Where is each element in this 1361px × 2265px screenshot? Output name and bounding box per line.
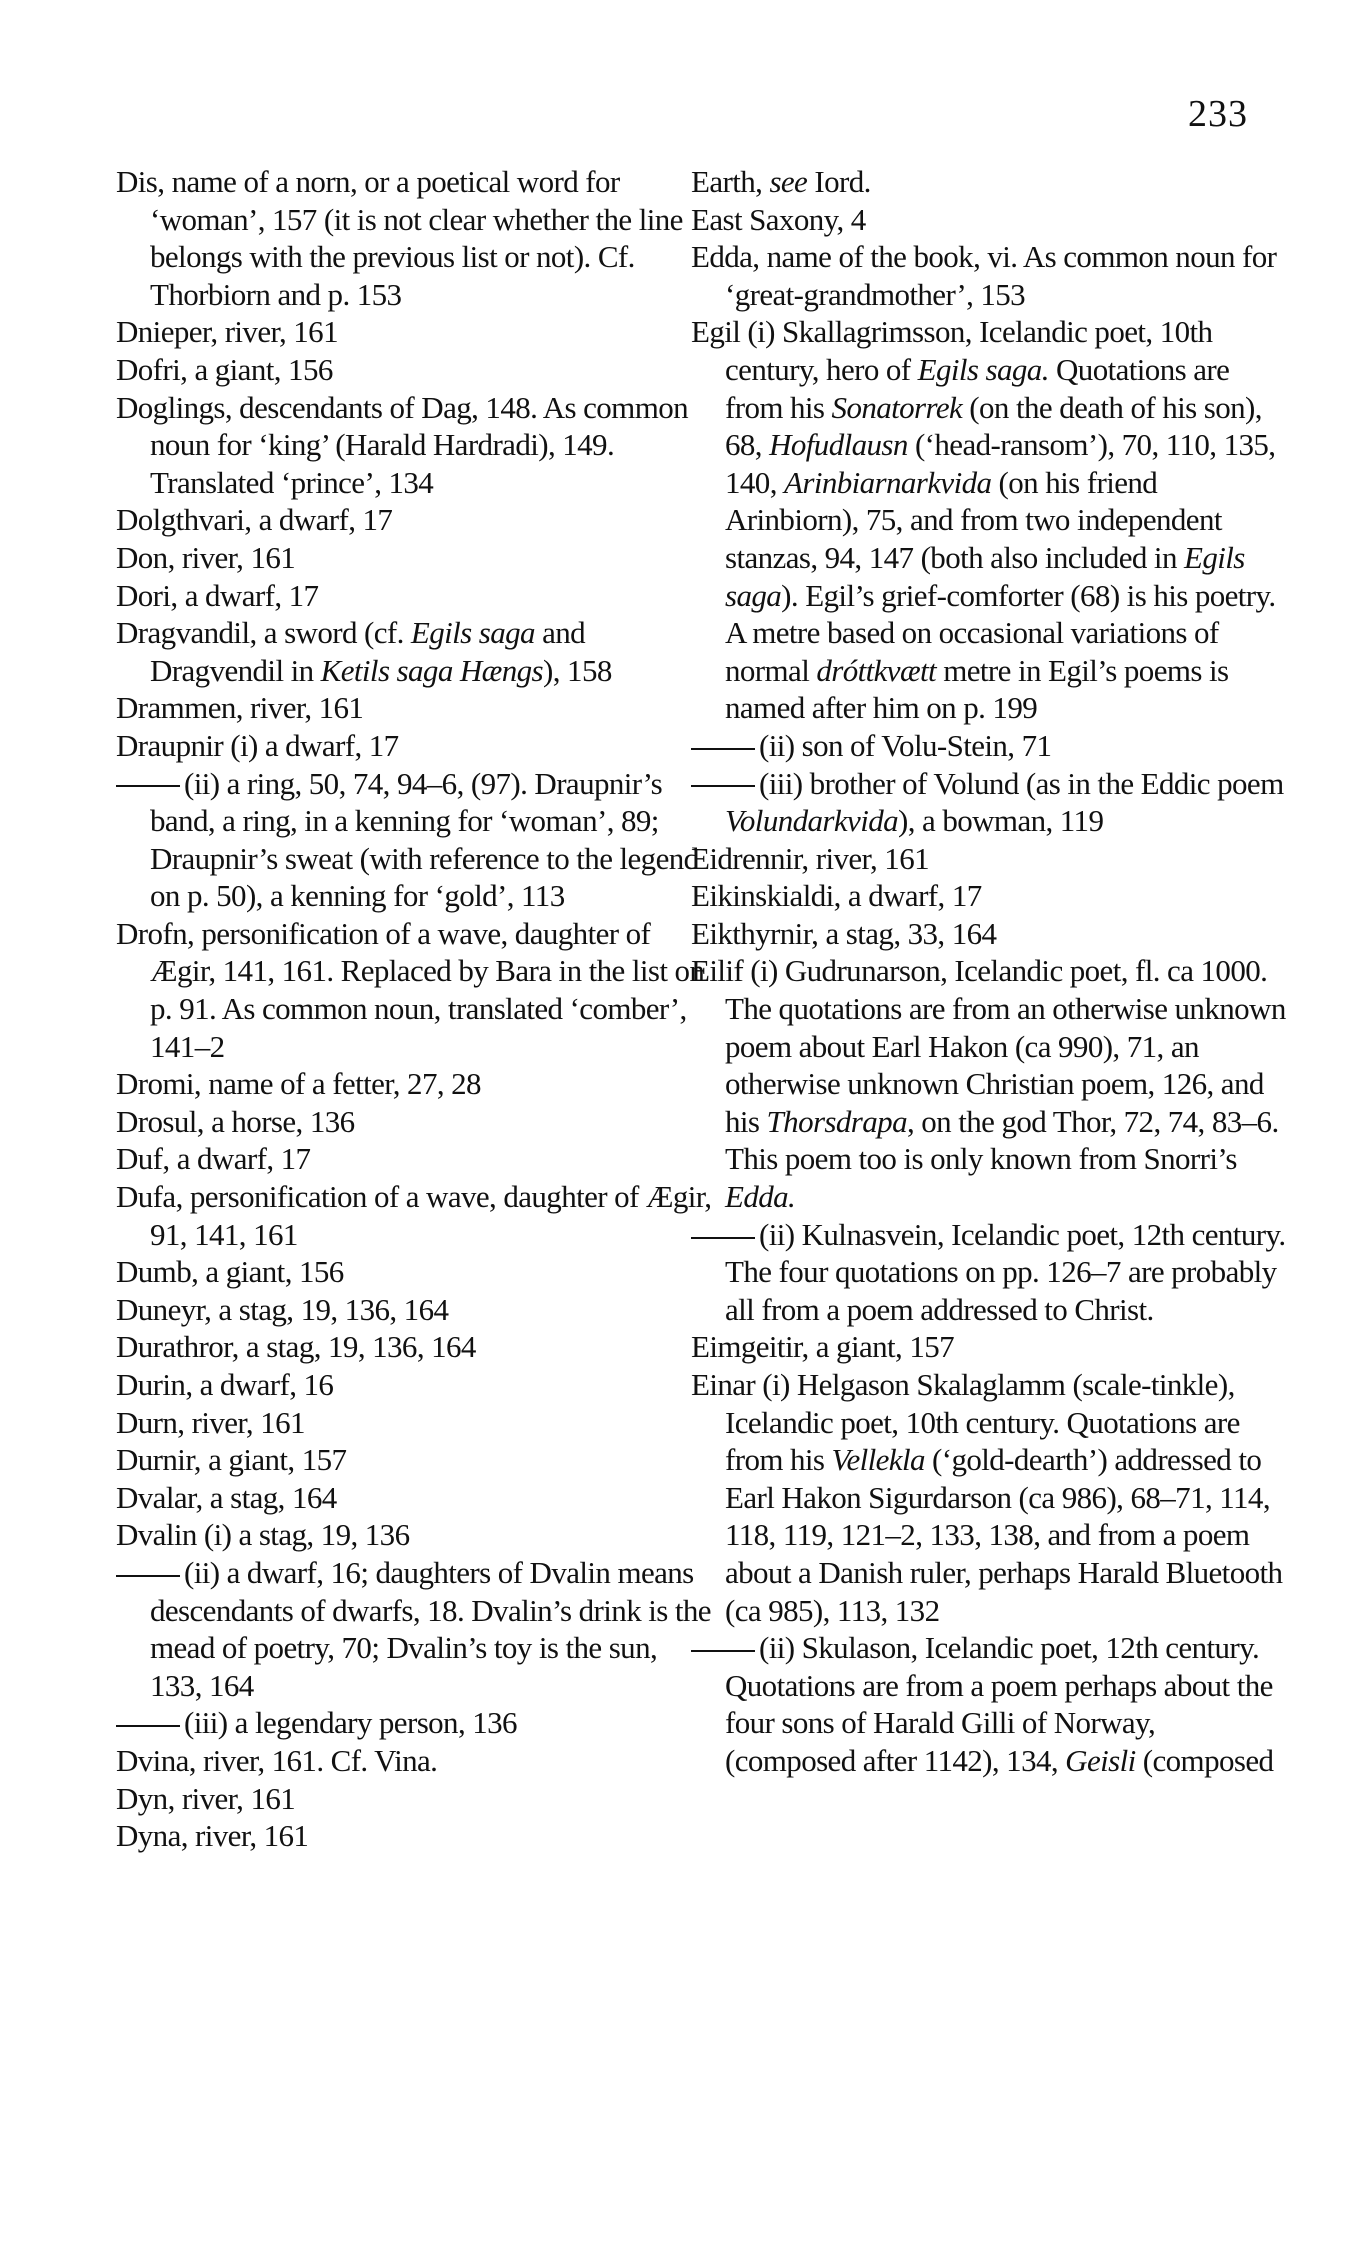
entry-text: Eimgeitir, a giant, 157 [691, 1329, 955, 1365]
entry-text: Eidrennir, river, 161 [691, 840, 930, 876]
entry-text: Dumb, a giant, 156 [116, 1254, 344, 1290]
index-entry [116, 1328, 716, 1366]
index-entry [116, 614, 716, 689]
repeat-dash [691, 1237, 755, 1239]
index-entry [116, 1140, 716, 1178]
page-number: 233 [1188, 93, 1248, 135]
index-entry [116, 1404, 716, 1442]
entry-text: Duf, a dwarf, 17 [116, 1141, 311, 1177]
entry-text: Duneyr, a stag, 19, 136, 164 [116, 1291, 449, 1327]
italic-title: Egils saga [410, 615, 535, 651]
index-entry [116, 389, 716, 502]
entry-text: Drammen, river, 161 [116, 690, 364, 726]
entry-text: (ii) Skulason, Icelandic poet, 12th century. Quotations are from a poem perhaps about the four sons of Harald Gilli of Norway, (composed after 1142), 134, [725, 1630, 1273, 1778]
index-entry [116, 1366, 716, 1404]
entry-text: Dnieper, river, 161 [116, 314, 338, 350]
italic-title: Vellekla [831, 1442, 925, 1478]
entry-text: Don, river, 161 [116, 539, 296, 575]
entry-text: Drofn, personification of a wave, daughter of Ægir, 141, 161. Replaced by Bara in the list on p. 91. As common noun, translated ‘comber’, 141–2 [116, 915, 705, 1064]
italic-title: see [769, 164, 808, 199]
entry-text: Dyn, river, 161 [116, 1780, 296, 1816]
index-entry [116, 915, 716, 1065]
index-entry [116, 727, 716, 765]
italic-title: Egils saga [725, 539, 1245, 613]
italic-title: Arinbiarnarkvida [784, 464, 992, 500]
index-entry [116, 1516, 716, 1554]
entry-text: Durnir, a giant, 157 [116, 1442, 347, 1478]
entry-text: Durin, a dwarf, 16 [116, 1367, 334, 1402]
index-entry [116, 1780, 716, 1818]
entry-text: Egil (i) Skallagrimsson, Icelandic poet, 10th century, hero of [691, 314, 1213, 387]
index-subentry [691, 1216, 1291, 1329]
index-entry [116, 1178, 716, 1253]
repeat-dash [691, 1650, 755, 1652]
entry-text: Durn, river, 161 [116, 1404, 305, 1440]
index-subentry [691, 765, 1291, 840]
italic-title: Ketils saga Hængs [320, 652, 544, 688]
index-entry [691, 1328, 1291, 1366]
index-entry [691, 201, 1291, 239]
entry-text: metre in Egil’s poems is named after him on p. 199 [725, 652, 1229, 726]
index-entry [691, 163, 1291, 201]
index-column-left [116, 163, 716, 1855]
entry-text: (‘gold-dearth’) addressed to Earl Hakon Sigurdarson (ca 986), 68–71, 114, 118, 119, 121–2, 133, 138, and from a poem about a Danish ruler, perhaps Harald Bluetooth (ca 985), 113, 132 [725, 1442, 1283, 1628]
index-column-right [691, 163, 1291, 1780]
index-entry [691, 238, 1291, 313]
entry-text: Dvalin (i) a stag, 19, 136 [116, 1517, 410, 1553]
italic-title: dróttkvætt [816, 652, 937, 688]
entry-text: (on the death of his son), 68, [725, 389, 1262, 463]
entry-text: (ii) son of Volu-Stein, 71 [759, 727, 1052, 763]
index-entry [116, 1291, 716, 1329]
entry-text: Dragvandil, a sword (cf. [116, 615, 411, 651]
entry-text: (ii) a dwarf, 16; daughters of Dvalin means descendants of dwarfs, 18. Dvalin’s drink is the mead of poetry, 70; Dvalin’s toy is the sun, 133, 164 [150, 1554, 711, 1703]
index-subentry [116, 1554, 716, 1704]
entry-text: Dufa, personification of a wave, daughter of Ægir, 91, 141, 161 [116, 1179, 712, 1252]
index-entry [116, 539, 716, 577]
entry-text: Eilif (i) Gudrunarson, Icelandic poet, fl. ca 1000. The quotations are from an otherwise unknown poem about Earl Hakon (ca 990), 71, an otherwise unknown Christian poem, 126, and his [691, 953, 1286, 1139]
index-entry [691, 877, 1291, 915]
repeat-dash [116, 1575, 180, 1577]
italic-title: Egils saga. [917, 351, 1049, 387]
index-entry [691, 313, 1291, 727]
repeat-dash [691, 785, 755, 787]
entry-text: Draupnir (i) a dwarf, 17 [116, 727, 399, 763]
entry-text: Eikthyrnir, a stag, 33, 164 [691, 915, 997, 951]
entry-text: Durathror, a stag, 19, 136, 164 [116, 1329, 476, 1365]
entry-text: Einar (i) Helgason Skalaglamm (scale-tinkle), Icelandic poet, 10th century. Quotations are from his [691, 1367, 1240, 1478]
italic-title: Sonatorrek [831, 389, 963, 425]
index-subentry [116, 765, 716, 915]
entry-text: Edda, name of the book, vi. As common noun for ‘great-grandmother’, 153 [691, 239, 1277, 312]
italic-title: Hofudlausn [769, 427, 908, 463]
index-entry [116, 577, 716, 615]
italic-title: Thorsdrapa [766, 1103, 907, 1139]
index-subentry [116, 1704, 716, 1742]
entry-text: East Saxony, 4 [691, 201, 866, 237]
entry-text: Dis, name of a norn, or a poetical word for ‘woman’, 157 (it is not clear whether the line belongs with the previous list or not). Cf. Thorbiorn and p. 153 [116, 164, 683, 312]
index-entry [116, 1817, 716, 1855]
entry-text: and Dragvendil in [150, 615, 586, 688]
repeat-dash [691, 748, 755, 750]
entry-text: ). Egil’s grief-comforter (68) is his poetry. A metre based on occasional variations of normal [725, 577, 1276, 688]
index-entry [116, 1479, 716, 1517]
italic-title: Edda. [725, 1179, 796, 1215]
entry-text: Earth, [691, 164, 770, 199]
entry-text: Iord. [807, 164, 871, 199]
entry-text: Dofri, a giant, 156 [116, 351, 333, 387]
entry-text: (‘head-ransom’), 70, 110, 135, 140, [725, 427, 1276, 500]
index-entry [116, 351, 716, 389]
index-entry [691, 1366, 1291, 1629]
entry-text: Dyna, river, 161 [116, 1818, 309, 1854]
index-entry [116, 1742, 716, 1780]
entry-text: Eikinskialdi, a dwarf, 17 [691, 878, 982, 914]
entry-text: Dvalar, a stag, 164 [116, 1479, 337, 1515]
index-entry [691, 952, 1291, 1215]
entry-text: Doglings, descendants of Dag, 148. As common noun for ‘king’ (Harald Hardradi), 149. Translated ‘prince’, 134 [116, 389, 689, 500]
index-subentry [691, 1629, 1291, 1779]
entry-text: Drosul, a horse, 136 [116, 1103, 355, 1139]
index-entry [116, 1065, 716, 1103]
italic-title: Volundarkvida [725, 803, 899, 839]
entry-text: (on his friend Arinbiorn), 75, and from two independent stanzas, 94, 147 (both also included in [725, 464, 1222, 575]
index-entry [116, 689, 716, 727]
repeat-dash [116, 1725, 180, 1727]
entry-text: (composed [1135, 1742, 1274, 1778]
index-entry [116, 313, 716, 351]
entry-text: (ii) a ring, 50, 74, 94–6, (97). Draupnir’s band, a ring, in a kenning for ‘woman’, 89; Draupnir’s sweat (with reference to the legend on p. 50), a kenning for ‘gold’, 113 [150, 765, 699, 914]
entry-text: (ii) Kulnasvein, Icelandic poet, 12th century. The four quotations on pp. 126–7 are probably all from a poem addressed to Christ. [725, 1216, 1286, 1327]
entry-text: (iii) a legendary person, 136 [184, 1705, 517, 1741]
entry-text: Dvina, river, 161. Cf. Vina. [116, 1742, 438, 1778]
entry-text: ), 158 [543, 652, 612, 688]
entry-text: (iii) brother of Volund (as in the Eddic poem [759, 765, 1284, 801]
index-entry [691, 840, 1291, 878]
index-entry [691, 915, 1291, 953]
entry-text: Dromi, name of a fetter, 27, 28 [116, 1066, 481, 1102]
index-entry [116, 1103, 716, 1141]
entry-text: Quotations are from his [725, 351, 1230, 425]
index-entry [116, 1253, 716, 1291]
index-subentry [691, 727, 1291, 765]
index-entry [116, 501, 716, 539]
index-entry [116, 163, 716, 313]
entry-text: , on the god Thor, 72, 74, 83–6. This poem too is only known from Snorri’s [725, 1103, 1279, 1177]
entry-text: ), a bowman, 119 [898, 803, 1104, 839]
entry-text: Dori, a dwarf, 17 [116, 577, 319, 613]
index-entry [116, 1441, 716, 1479]
italic-title: Geisli [1065, 1742, 1136, 1778]
repeat-dash [116, 785, 180, 787]
entry-text: Dolgthvari, a dwarf, 17 [116, 502, 393, 538]
